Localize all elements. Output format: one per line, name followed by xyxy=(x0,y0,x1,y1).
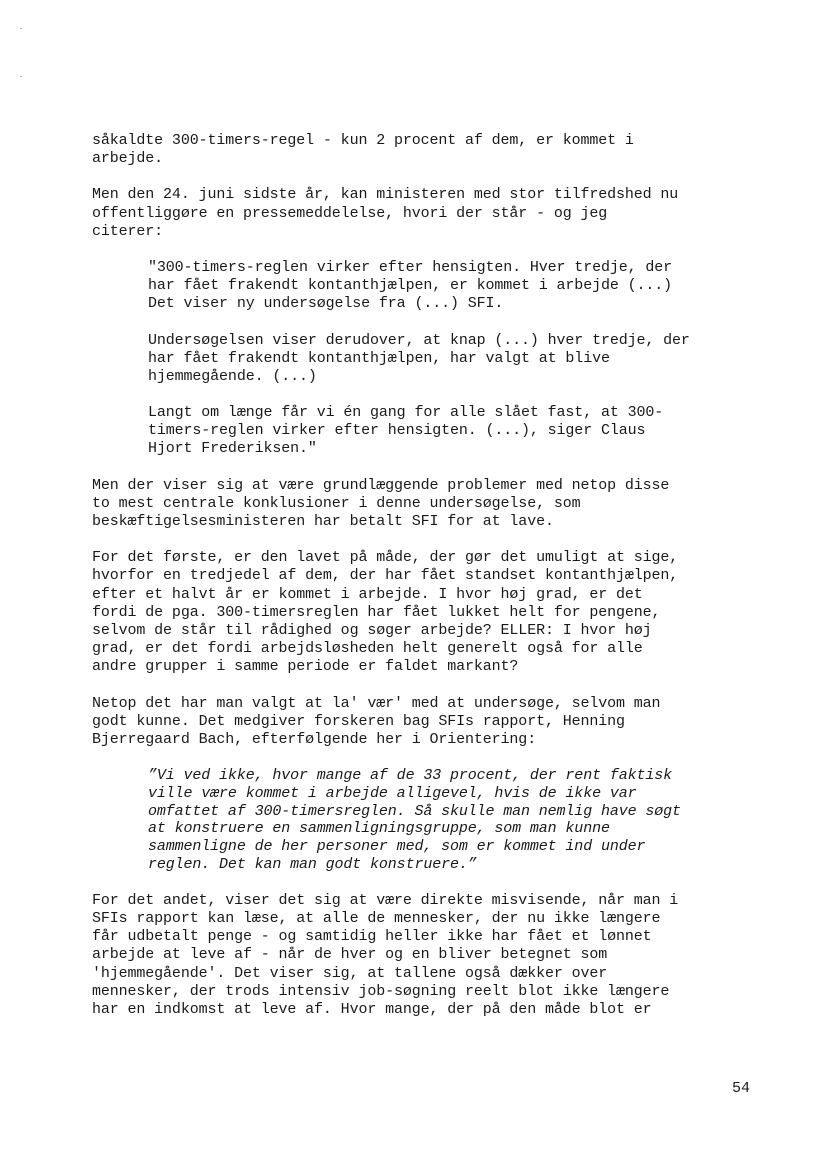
text-line: hvorfor en tredjedel af dem, der har fået standset kontanthjælpen, xyxy=(92,567,679,585)
paragraph xyxy=(92,549,792,676)
text-line: omfattet af 300-timersreglen. Så skulle man nemlig have søgt xyxy=(148,802,681,820)
text-line: sammenligne de her personer med, som er kommet ind under xyxy=(148,838,646,856)
text-line: 'hjemmegående'. Det viser sig, at tallene også dækker over xyxy=(92,964,608,982)
text-line: timers-reglen virker efter hensigten. (...), siger Claus xyxy=(148,422,646,440)
block-quote xyxy=(148,259,792,314)
text-line: For det første, er den lavet på måde, der gør det umuligt at sige, xyxy=(92,549,679,567)
text-line: Hjort Frederiksen." xyxy=(148,440,317,458)
text-line: får udbetalt penge - og samtidig heller ikke har fået et lønnet xyxy=(92,928,652,946)
text-line: beskæftigelsesministeren har betalt SFI for at lave. xyxy=(92,513,554,530)
text-line: Men der viser sig at være grundlæggende problemer med netop disse xyxy=(92,476,670,494)
page-number: 54 xyxy=(731,1080,750,1097)
text-line: har en indkomst at leve af. Hvor mange, der på den måde blot er xyxy=(92,1000,652,1018)
text-line: For det andet, viser det sig at være direkte misvisende, når man i xyxy=(92,891,679,909)
text-line: har fået frakendt kontanthjælpen, er kommet i arbejde (...) xyxy=(148,277,673,295)
body-text xyxy=(92,132,792,1037)
text-line: såkaldte 300-timers-regel - kun 2 procent af dem, er kommet i xyxy=(92,132,634,149)
text-line: Undersøgelsen viser derudover, at knap (...) hver tredje, der xyxy=(148,331,690,349)
text-line: Netop det har man valgt at la' vær' med at undersøge, selvom man xyxy=(92,694,661,712)
text-line: reglen. Det kan man godt konstruere.” xyxy=(148,856,477,874)
paragraph xyxy=(92,695,792,750)
text-line: "300-timers-reglen virker efter hensigten. Hver tredje, der xyxy=(148,258,673,276)
text-line: har fået frakendt kontanthjælpen, har valgt at blive xyxy=(148,349,610,367)
text-line: efter et halvt år er kommet i arbejde. I hvor høj grad, er det xyxy=(92,585,643,603)
paragraph xyxy=(92,186,792,241)
text-line: fordi de pga. 300-timersreglen har fået lukket helt for pengene, xyxy=(92,603,661,621)
text-line: SFIs rapport kan læse, at alle de mennesker, der nu ikke længere xyxy=(92,910,661,928)
block-quote xyxy=(148,404,792,459)
block-quote-italic xyxy=(148,767,792,874)
text-line: offentliggøre en pressemeddelelse, hvori der står - og jeg xyxy=(92,204,608,222)
paragraph xyxy=(92,892,792,1019)
scan-mark xyxy=(20,76,22,77)
text-line: Men den 24. juni sidste år, kan ministeren med stor tilfredshed nu xyxy=(92,186,679,204)
text-line: grad, er det fordi arbejdsløsheden helt generelt også for alle xyxy=(92,640,643,658)
text-line: citerer: xyxy=(92,222,164,240)
text-line: andre grupper i samme periode er faldet markant? xyxy=(92,658,519,676)
paragraph xyxy=(92,132,792,168)
paragraph xyxy=(92,477,792,532)
text-line: ”Vi ved ikke, hvor mange af de 33 procent, der rent faktisk xyxy=(148,767,673,785)
text-line: godt kunne. Det medgiver forskeren bag SFIs rapport, Henning xyxy=(92,712,625,730)
text-line: selvom de står til rådighed og søger arbejde? ELLER: I hvor høj xyxy=(92,621,652,639)
text-line: arbejde at leve af - når de hver og en bliver betegnet som xyxy=(92,946,608,964)
text-line: at konstruere en sammenligningsgruppe, som man kunne xyxy=(148,820,610,838)
text-line: mennesker, der trods intensiv job-søgning reelt blot ikke længere xyxy=(92,982,670,1000)
text-line: arbejde. xyxy=(92,150,164,168)
text-line: Det viser ny undersøgelse fra (...) SFI. xyxy=(148,295,504,313)
text-line: Langt om længe får vi én gang for alle slået fast, at 300- xyxy=(148,404,664,422)
scan-mark xyxy=(20,28,22,29)
block-quote xyxy=(148,332,792,387)
text-line: ville være kommet i arbejde alligevel, hvis de ikke var xyxy=(148,784,637,802)
text-line: to mest centrale konklusioner i denne undersøgelse, som xyxy=(92,494,581,512)
text-line: Bjerregaard Bach, efterfølgende her i Orientering: xyxy=(92,730,537,748)
text-line: hjemmegående. (...) xyxy=(148,367,317,385)
